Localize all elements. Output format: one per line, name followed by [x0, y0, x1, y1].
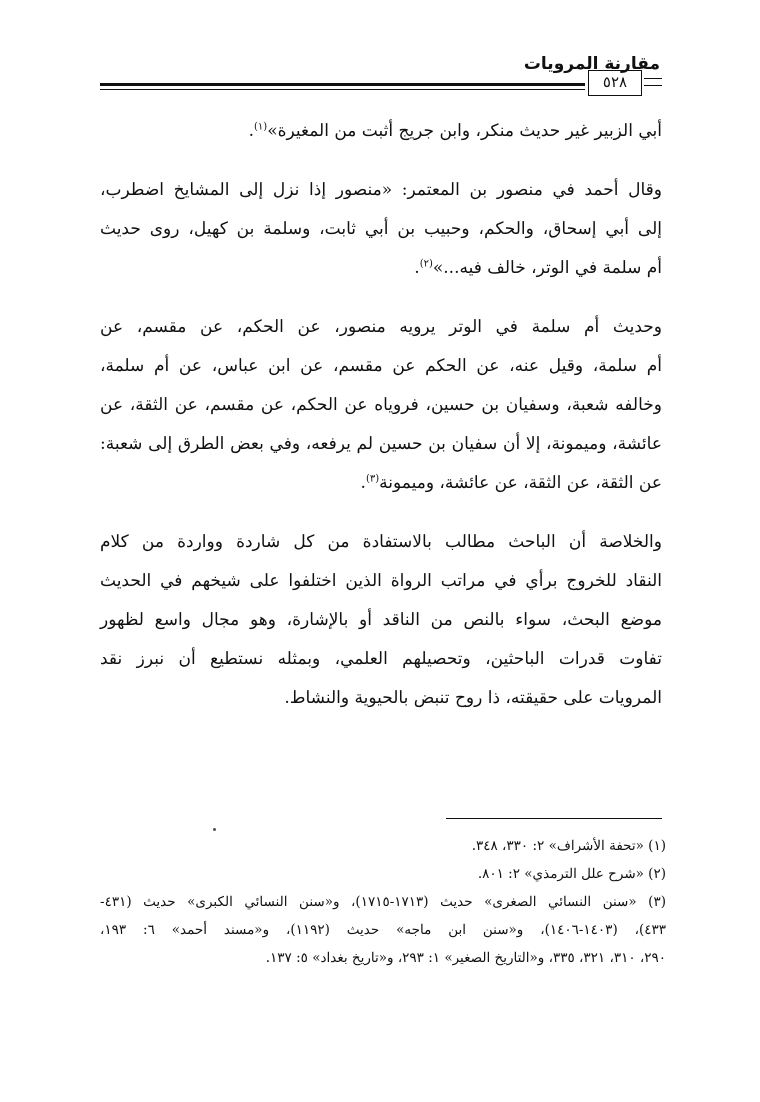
text-line: المرويات على حقيقته، ذا روح تنبض بالحيوية والنشاط. — [284, 688, 662, 708]
footnote-2: (٢) «شرح علل الترمذي» ٢: ٨٠١. — [477, 866, 666, 882]
text-line: وحديث أم سلمة في الوتر يرويه منصور، عن الحكم، عن مقسم، عن — [100, 317, 662, 337]
text-line: أم سلمة، وقيل عنه، عن الحكم عن مقسم، عن ابن عباس، عن أم سلمة، — [100, 356, 662, 376]
text-line: عن الثقة، عن الثقة، عن عائشة، وميمونة$^{(٣)}$. — [360, 473, 662, 493]
footnote-ref: (١) — [254, 121, 268, 133]
text-line: تفاوت قدرات الباحثين، وتحصيلهم العلمي، وبمثله نستطيع أن نبرز نقد — [100, 649, 662, 669]
header-tick-upper — [644, 78, 662, 79]
footnote-1: (١) «تحفة الأشراف» ٢: ٣٣٠، ٣٤٨. — [471, 838, 666, 854]
footnote-ref: (٢) — [419, 258, 433, 270]
header-tick-lower — [644, 85, 662, 86]
text-line: موضع البحث، سواء بالنص من الناقد أو بالإشارة، وهو مجال واسع لظهور — [100, 610, 662, 630]
footnote-3-line-3: ٢٩٠، ٣١٠، ٣٢١، ٣٣٥، و«التاريخ الصغير» ١: ٢٩٣، و«تاريخ بغداد» ٥: ١٣٧. — [265, 950, 666, 966]
text-line: عائشة، وميمونة، إلا أن سفيان بن حسين لم يرفعه، وفي بعض الطرق إلى شعبة: — [100, 434, 662, 454]
footnote-3-line-1: (٣) «سنن النسائي الصغرى» حديث (١٧١٣-١٧١٥)، و«سنن النسائي الكبرى» حديث (٤٣١- — [100, 894, 666, 910]
text-line: والخلاصة أن الباحث مطالب بالاستفادة من كل شاردة وواردة من كلام — [100, 532, 662, 552]
paragraph-4 — [100, 523, 662, 718]
page-number: ٥٢٨ — [588, 70, 642, 96]
running-header-title: مقارنة المرويات — [523, 54, 660, 74]
text-line: إلى أبي إسحاق، والحكم، وحبيب بن أبي ثابت، وسلمة بن كهيل، روى حديث — [100, 219, 662, 239]
speck-mark — [213, 828, 216, 831]
text-line: وقال أحمد في منصور بن المعتمر: «منصور إذا نزل إلى المشايخ اضطرب، — [100, 180, 662, 200]
footnote-3-line-2: ٤٣٣)، (١٤٠٣-١٤٠٦)، و«سنن ابن ماجه» حديث (١١٩٢)، و«مسند أحمد» ٦: ١٩٣، — [100, 922, 666, 938]
paragraph-1 — [100, 112, 662, 151]
paragraph-3 — [100, 308, 662, 503]
text-line: النقاد للخروج برأي في مراتب الرواة الذين اختلفوا على شيخهم في الحديث — [100, 571, 662, 591]
footnotes — [100, 832, 666, 972]
footnote-separator — [446, 818, 662, 819]
paragraph-2 — [100, 171, 662, 288]
text-line: وخالفه شعبة، وسفيان بن حسين، فروياه عن الحكم، عن مقسم، عن الثقة، عن — [100, 395, 662, 415]
header-rule-thick — [100, 83, 585, 86]
footnote-ref: (٣) — [365, 473, 380, 485]
text-line: أم سلمة في الوتر، خالف فيه...»$^{(٢)}$. — [414, 258, 662, 278]
text-line: أبي الزبير غير حديث منكر، وابن جريج أثبت من المغيرة»$^{(١)}$. — [248, 121, 662, 141]
main-text — [100, 112, 662, 718]
header-rule-thin — [100, 89, 585, 90]
